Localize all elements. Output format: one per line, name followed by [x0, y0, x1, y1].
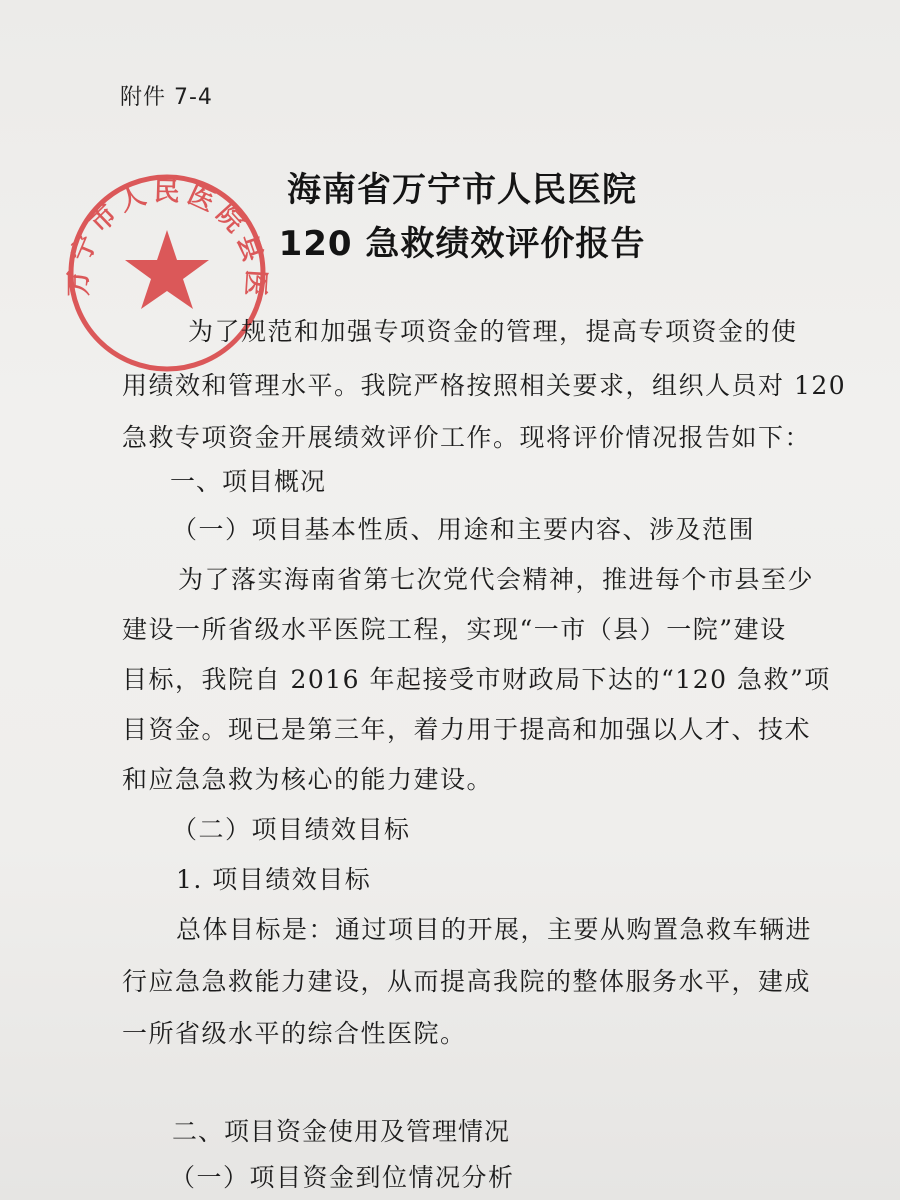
subsection-heading-1-1: （一）项目基本性质、用途和主要内容、涉及范围: [172, 515, 756, 544]
seal-text: 万宁市人民医院县医: [63, 176, 271, 303]
section-heading-1: 一、项目概况: [170, 467, 327, 496]
paragraph-overview-line2: 建设一所省级水平医院工程，实现“一市（县）一院”建设: [122, 615, 787, 644]
subsection-heading-2-1: （一）项目资金到位情况分析: [170, 1163, 515, 1192]
paragraph-intro-line2: 用绩效和管理水平。我院严格按照相关要求，组织人员对 120: [122, 371, 847, 400]
paragraph-goal-line1: 总体目标是：通过项目的开展，主要从购置急救车辆进: [176, 915, 813, 944]
paragraph-overview-line1: 为了落实海南省第七次党代会精神，推进每个市县至少: [178, 565, 815, 594]
paragraph-intro-line1: 为了规范和加强专项资金的管理，提高专项资金的使: [188, 317, 798, 346]
document-title-line1: 海南省万宁市人民医院: [287, 170, 637, 210]
paragraph-overview-line5: 和应急急救为核心的能力建设。: [122, 765, 494, 794]
paragraph-overview-line3: 目标，我院自 2016 年起接受市财政局下达的“120 急救”项: [122, 665, 831, 694]
paragraph-overview-line4: 目资金。现已是第三年，着力用于提高和加强以人才、技术: [122, 715, 812, 744]
section-heading-2: 二、项目资金使用及管理情况: [172, 1117, 511, 1146]
attachment-label: 附件 7-4: [120, 85, 213, 110]
paragraph-goal-line3: 一所省级水平的综合性医院。: [122, 1019, 467, 1048]
item-heading-1: 1. 项目绩效目标: [176, 865, 372, 894]
subsection-heading-1-2: （二）项目绩效目标: [172, 815, 411, 844]
paragraph-goal-line2: 行应急急救能力建设，从而提高我院的整体服务水平，建成: [122, 967, 812, 996]
document-title-line2: 120 急救绩效评价报告: [278, 224, 646, 264]
paragraph-intro-line3: 急救专项资金开展绩效评价工作。现将评价情况报告如下：: [122, 423, 812, 452]
